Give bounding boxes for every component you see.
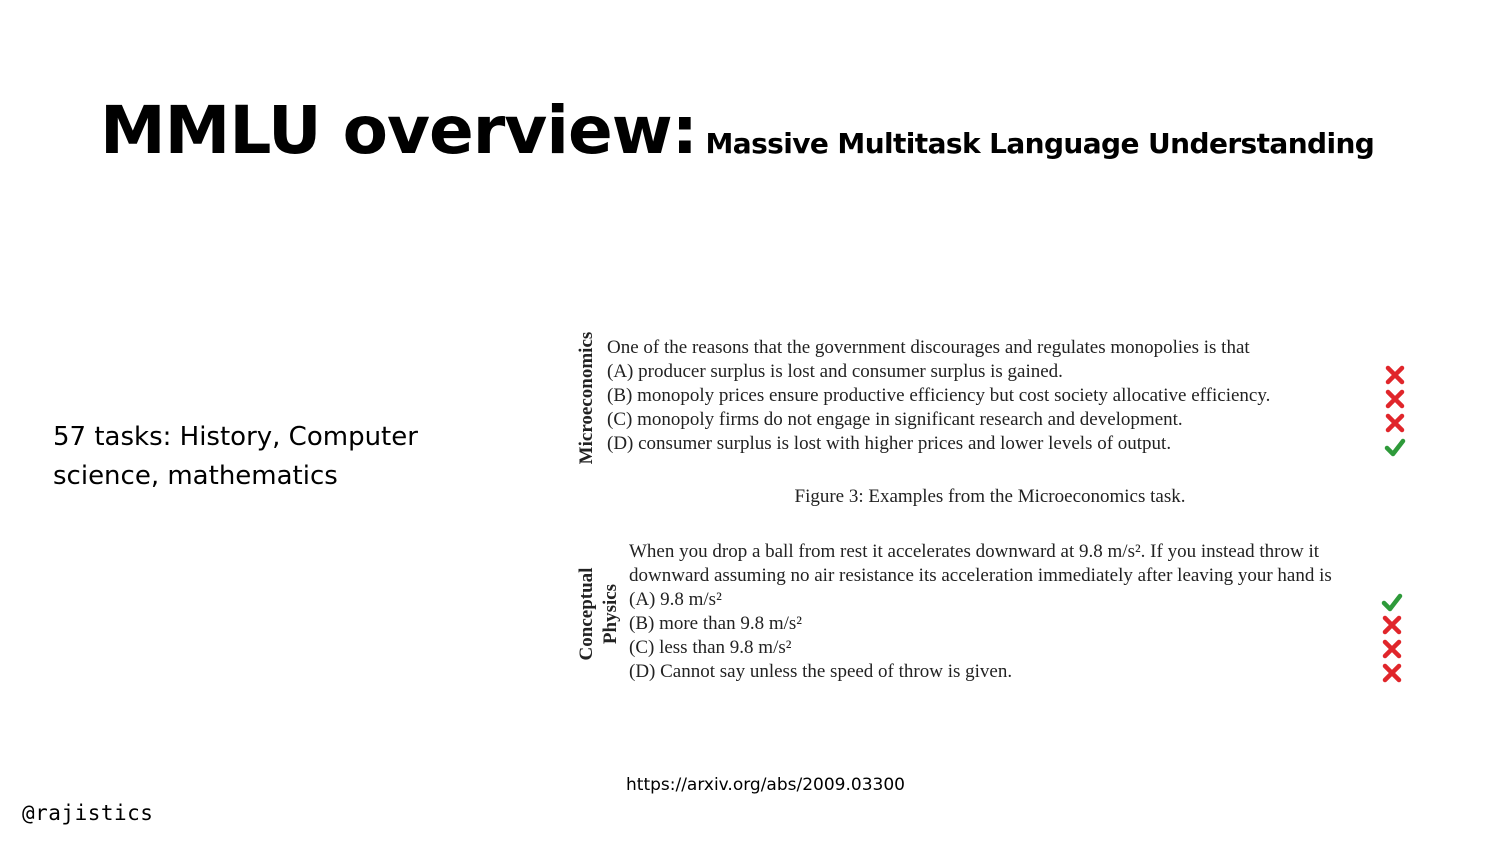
cross-icon <box>1384 412 1406 434</box>
check-icon <box>1384 436 1406 458</box>
body-text: 57 tasks: History, Computer science, mathematics <box>53 422 418 491</box>
slide-title-row <box>100 92 1460 169</box>
physics-question-line1: When you drop a ball from rest it accelerates downward at 9.8 m/s². If you instead throw it <box>629 541 1320 562</box>
label-conceptual: Conceptual <box>576 567 597 661</box>
cross-icon <box>1384 388 1406 410</box>
label-microeconomics: Microeconomics <box>576 331 597 465</box>
figure-caption: Figure 3: Examples from the Microeconomics task. <box>794 486 1186 507</box>
physics-option-b: (B) more than 9.8 m/s² <box>629 613 802 634</box>
cross-icon <box>1381 638 1403 660</box>
cross-icon <box>1384 364 1406 386</box>
label-physics: Physics <box>600 583 621 645</box>
physics-option-c: (C) less than 9.8 m/s² <box>629 637 792 658</box>
slide-title: MMLU overview: <box>100 92 698 169</box>
cross-icon <box>1381 662 1403 684</box>
source-link[interactable]: https://arxiv.org/abs/2009.03300 <box>626 775 905 795</box>
author-handle: @rajistics <box>22 801 154 825</box>
micro-question: One of the reasons that the government discourages and regulates monopolies is that <box>607 337 1250 358</box>
physics-option-d: (D) Cannot say unless the speed of throw is given. <box>629 661 1013 682</box>
micro-option-d: (D) consumer surplus is lost with higher prices and lower levels of output. <box>607 433 1172 454</box>
slide-subtitle: Massive Multitask Language Understanding <box>705 127 1375 160</box>
micro-option-b: (B) monopoly prices ensure productive efficiency but cost society allocative efficiency. <box>607 385 1271 406</box>
physics-option-a: (A) 9.8 m/s² <box>629 589 722 610</box>
check-icon <box>1381 591 1403 613</box>
micro-option-a: (A) producer surplus is lost and consumer surplus is gained. <box>607 361 1063 382</box>
cross-icon <box>1381 614 1403 636</box>
micro-option-c: (C) monopoly firms do not engage in significant research and development. <box>607 409 1183 430</box>
physics-question-line2: downward assuming no air resistance its acceleration immediately after leaving your hand is <box>629 565 1332 586</box>
